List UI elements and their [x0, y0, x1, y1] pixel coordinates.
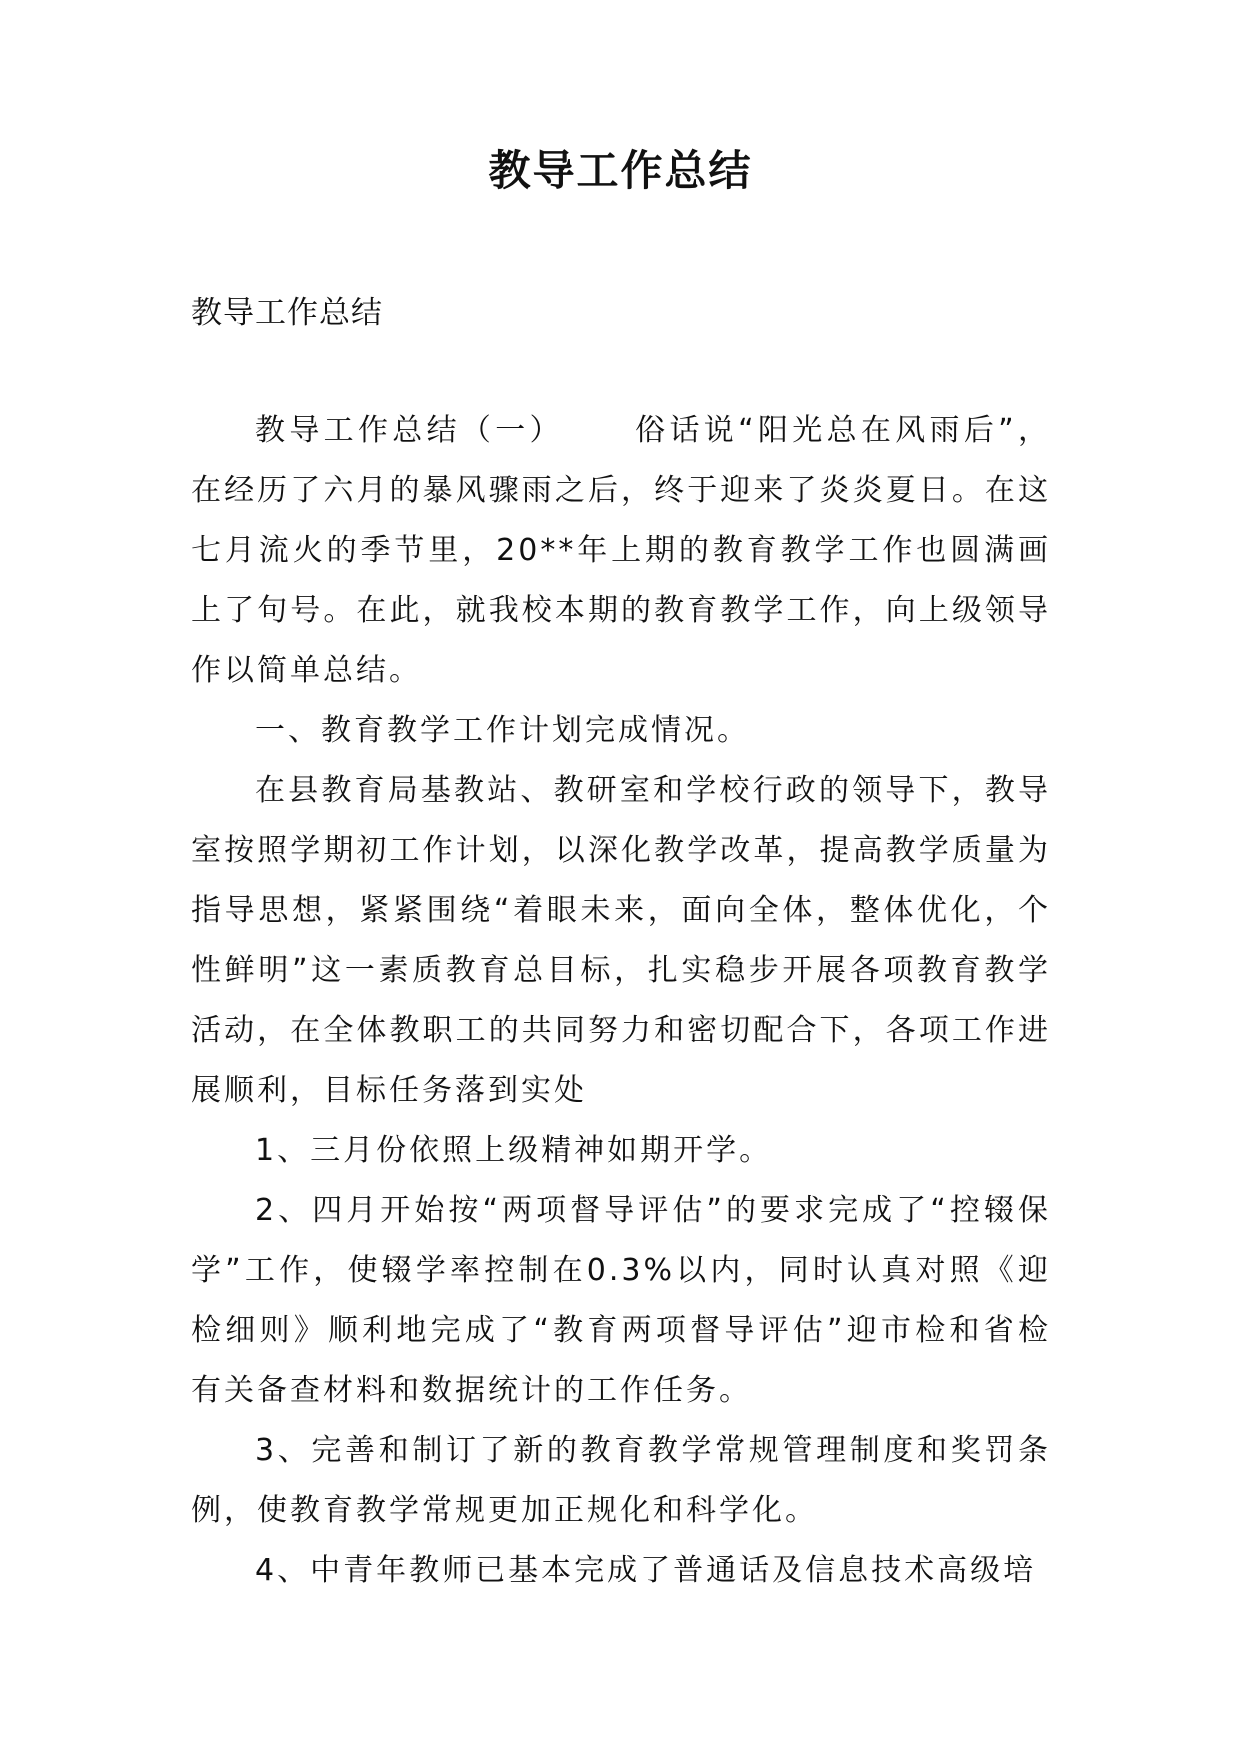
- intro-label: 教导工作总结（一）: [255, 413, 564, 448]
- paragraph-item-4: 4、中青年教师已基本完成了普通话及信息技术高级培: [255, 1553, 1037, 1588]
- paragraph-item-2: 2、四月开始按“两项督导评估”的要求完成了“控辍保学”工作，使辍学率控制在0.3%以内，同时认真对照《迎检细则》顺利地完成了“教育两项督导评估”迎市检和省检有关备查材料和数据统计的工作任务。: [191, 1193, 1051, 1408]
- paragraph-intro: [191, 401, 1051, 701]
- paragraph-item-3: 3、完善和制订了新的教育教学常规管理制度和奖罚条例，使教育教学常规更加正规化和科学化。: [191, 1433, 1051, 1528]
- paragraph: 在县教育局基教站、教研室和学校行政的领导下，教导室按照学期初工作计划，以深化教学改革，提高教学质量为指导思想，紧紧围绕“着眼未来，面向全体，整体优化，个性鲜明”这一素质教育总目标，扎实稳步开展各项教育教学活动，在全体教职工的共同努力和密切配合下，各项工作进展顺利，目标任务落到实处: [191, 773, 1051, 1108]
- paragraph-section-heading: 一、教育教学工作计划完成情况。: [255, 713, 750, 748]
- document-subtitle: 教导工作总结: [191, 295, 383, 331]
- document-body: [191, 401, 1051, 1601]
- document-title: 教导工作总结: [488, 146, 753, 195]
- intro-text: 俗话说“阳光总在风雨后”，在经历了六月的暴风骤雨之后，终于迎来了炎炎夏日。在这七月流火的季节里，20**年上期的教育教学工作也圆满画上了句号。在此，就我校本期的教育教学工作，向上级领导作以简单总结。: [191, 413, 1051, 688]
- paragraph-item-1: 1、三月份依照上级精神如期开学。: [255, 1133, 773, 1168]
